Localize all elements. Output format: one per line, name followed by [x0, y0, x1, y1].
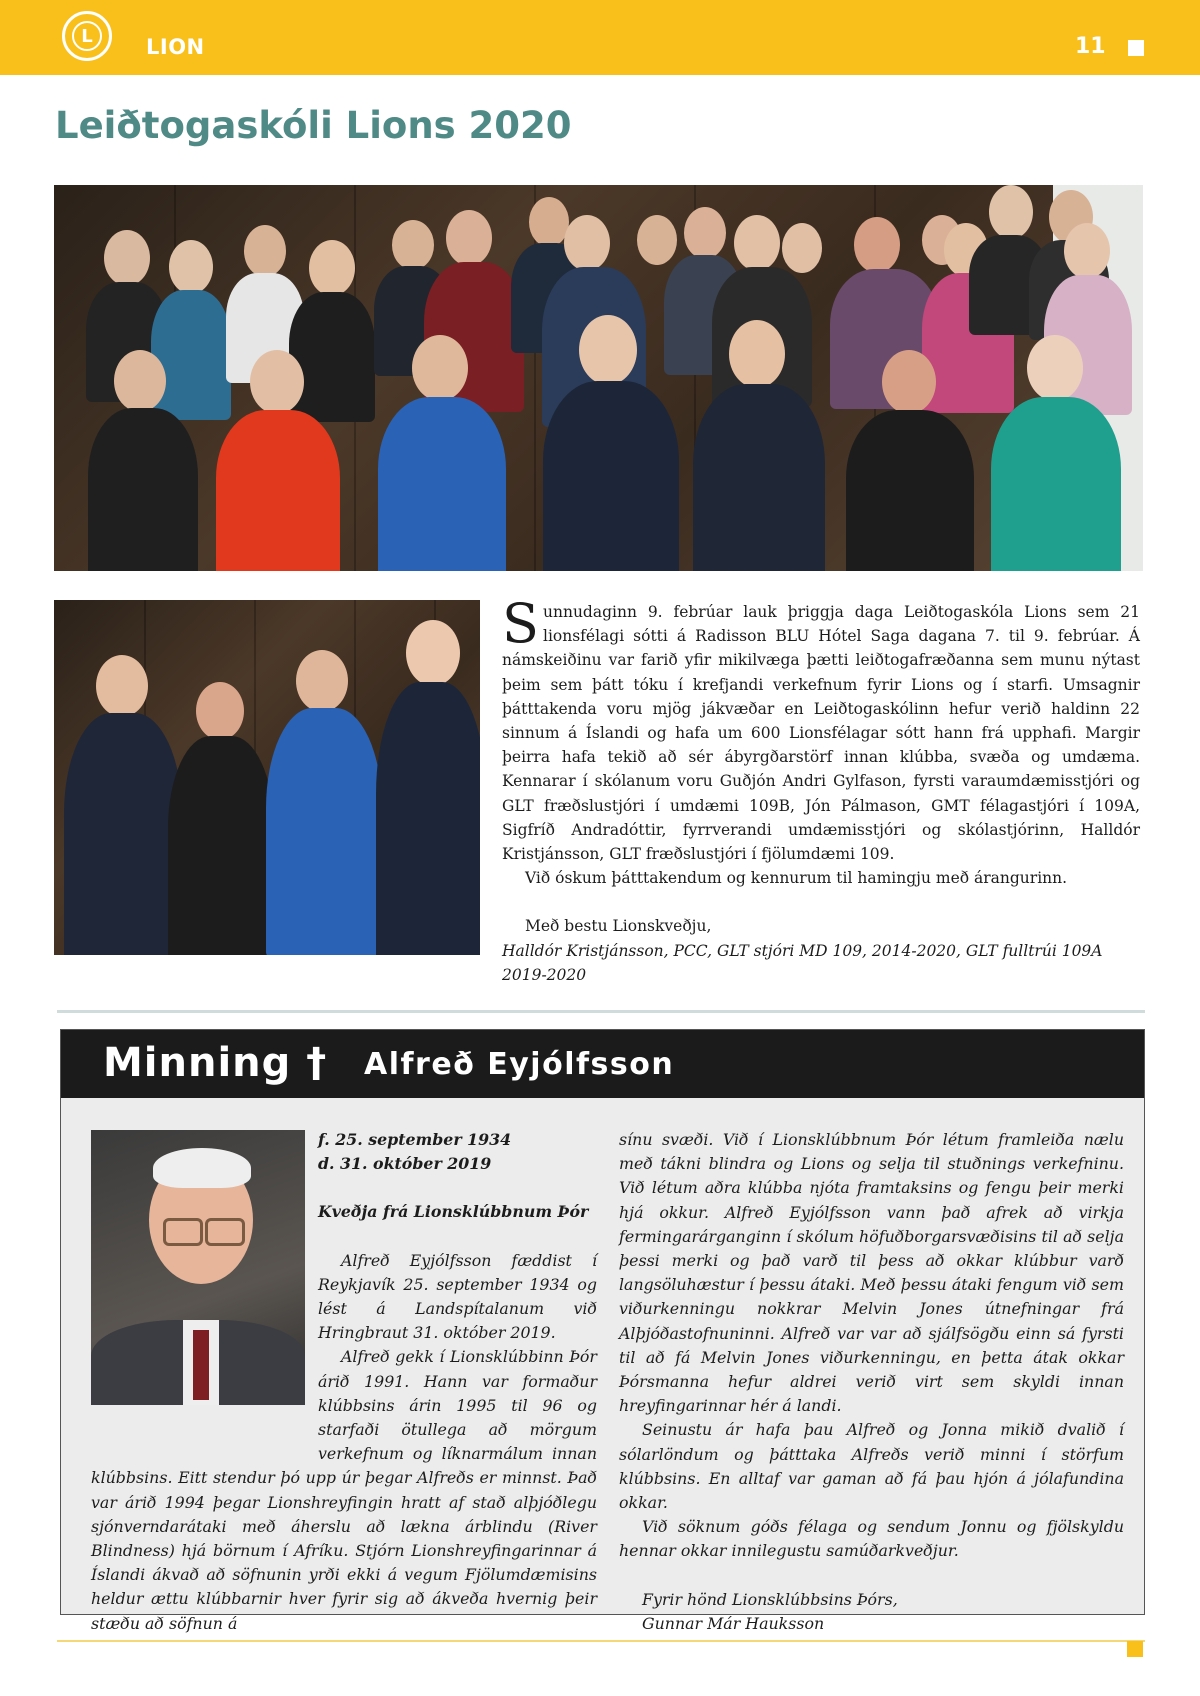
memorial-col2-paragraph-2: Seinustu ár hafa þau Alfreð og Jonna mikið dvalið í sólarlöndum og þátttaka Alfreðs verið minni í störfum klúbbsins. En alltaf var gaman að fá þau hjón á jólafundina okkar. [619, 1420, 1124, 1513]
lions-logo-icon: L [62, 11, 112, 61]
memorial-box [60, 1029, 1145, 1633]
magazine-name: LION [146, 35, 205, 59]
memorial-col2-paragraph-1: sínu svæði. Við í Lionsklúbbnum Þór létum framleiða nælu með tákni blindra og Lions og selja til stuðnings verkefninu. Við létum aðra klúbba njóta framtaksins og fengu þeir merki hjá okkur. Alfreð Eyjólfsson vann það afrek að virkja fermingarárganginn í skólum höfuðborgarsvæðisins til að selja þessi merki og það varð til þess að okkar klúbbur varð langsöluhæstur í þessu átaki. Með þessu átaki fengum við sem viðurkenningu nokkrar Melvin Jones útnefningar frá Alþjóðastofnuninni. Alfreð var var að sjálfsögðu einn sá fyrsti til að fá Melvin Jones viðurkenningu, en þetta átak okkar Þórsmanna hefur aldrei verið virt sem skyldi innan hreyfingarinnar hér á landi. [619, 1130, 1124, 1416]
memorial-sign-line-1: Fyrir hönd Lionsklúbbsins Þórs, [642, 1589, 898, 1609]
footer-line [57, 1640, 1145, 1642]
page-number: 11 [1075, 34, 1106, 59]
drop-cap: S [502, 592, 539, 655]
article-title: Leiðtogaskóli Lions 2020 [55, 104, 572, 147]
page-marker-square [1128, 40, 1144, 56]
memorial-header-bar [61, 1030, 1144, 1098]
memorial-heading: Minning † [103, 1040, 328, 1086]
article-paragraph-2: Við óskum þátttakendum og kennurum til hamingju með árangurinn. [525, 869, 1068, 888]
memorial-from: Kveðja frá Lionsklúbbnum Þór [318, 1202, 589, 1222]
article-signature: Halldór Kristjánsson, PCC, GLT stjóri MD 109, 2014-2020, GLT fulltrúi 109A 2019-2020 [502, 941, 1103, 984]
memorial-died: d. 31. október 2019 [318, 1154, 492, 1174]
memorial-born: f. 25. september 1934 [318, 1130, 512, 1149]
article-closing: Með bestu Lionskveðju, [525, 917, 712, 936]
memorial-column-1 [91, 1128, 597, 1636]
footer-marker-square [1127, 1641, 1143, 1657]
memorial-col1-paragraph-1: Alfreð Eyjólfsson fæddist í Reykjavík 25. september 1934 og lést á Landspítalanum við Hringbraut 31. október 2019. [318, 1250, 597, 1343]
memorial-name: Alfreð Eyjólfsson [364, 1047, 675, 1082]
teachers-photo [54, 600, 480, 955]
page-header [0, 0, 1200, 75]
memorial-sign-line-2: Gunnar Már Hauksson [642, 1613, 825, 1633]
section-divider [57, 1010, 1145, 1013]
memorial-col2-paragraph-3: Við söknum góðs félaga og sendum Jonnu og fjölskyldu hennar okkar innilegustu samúðarkveðjur. [619, 1517, 1124, 1561]
memorial-column-2 [619, 1128, 1124, 1636]
memorial-col1-paragraph-2: Alfreð gekk í Lionsklúbbinn Þór árið 1991. Hann var formaður klúbbsins árin 1995 til 96 og starfaði ötullega að mörgum verkefnum og líknarmálum innan klúbbsins. Eitt stendur þó upp úr þegar Alfreðs er minnst. Það var árið 1994 þegar Lionshreyfingin hratt af stað alþjóðlegu sjónverndarátaki með áherslu að lækna árblindu (River Blindness) hjá börnum í Afríku. Stjórn Lionshreyfingarinnar á Íslandi ákvað að söfnunin yrði ekki á vegum Fjölumdæmisins heldur ættu klúbbarnir hver fyrir sig að ákveða hvernig þeir stæðu að söfnun á [91, 1347, 597, 1633]
article-body [502, 592, 1140, 987]
group-photo [54, 185, 1143, 571]
article-paragraph-1: unnudaginn 9. febrúar lauk þriggja daga Leiðtogaskóla Lions sem 21 lionsfélagi sótti á Radisson BLU Hótel Saga dagana 7. til 9. febrúar. Á námskeiðinu var farið yfir mikilvæga þætti leiðtogafræðanna sem munu nýtast þeim sem þátt tóku í krefjandi verkefnum fyrir Lions og í starfi. Umsagnir þátttakenda voru mjög jákvæðar en Leiðtogaskólinn hefur verið haldinn 22 sinnum á Íslandi og hafa um 600 Lionsfélagar sótt hann frá upphafi. Margir þeirra hafa tekið að sér ábyrgðarstörf innan klúbba, svæða og umdæma. Kennarar í skólanum voru Guðjón Andri Gylfason, fyrsti varaumdæmisstjóri og GLT fræðslustjóri í umdæmi 109B, Jón Pálmason, GMT félagastjóri í 109A, Sigfríð Andradóttir, fyrrverandi umdæmisstjóri og skólastjórinn, Halldór Kristjánsson, GLT fræðslustjóri í fjölumdæmi 109. [502, 603, 1140, 864]
